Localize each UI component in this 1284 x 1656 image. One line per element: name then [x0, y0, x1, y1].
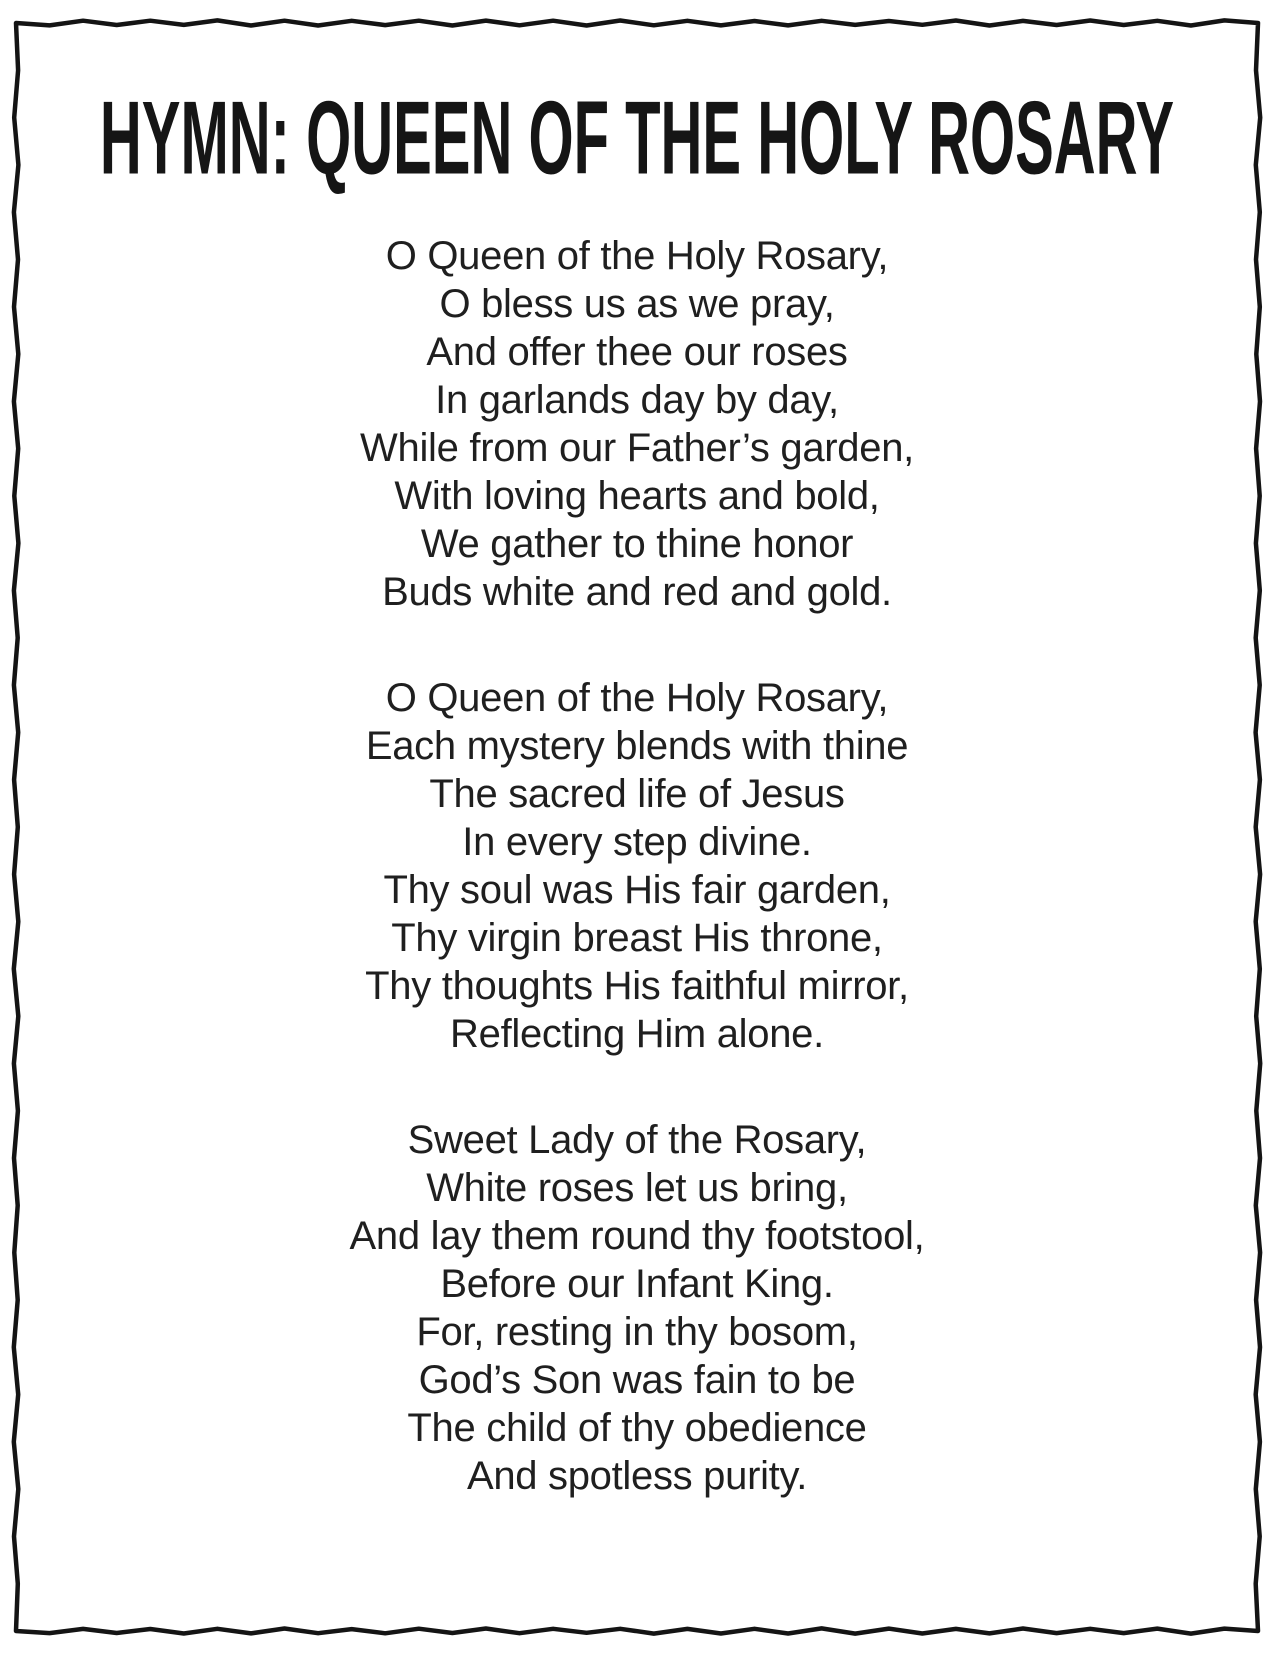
poem-line: The sacred life of Jesus: [429, 772, 845, 816]
poem-line: In every step divine.: [462, 820, 812, 864]
poem-line: Thy thoughts His faithful mirror,: [365, 964, 909, 1008]
poem-line: And offer thee our roses: [426, 330, 848, 374]
stanza-2: [16, 674, 1258, 1058]
poem-line: Sweet Lady of the Rosary,: [407, 1118, 867, 1162]
poem-line: Thy soul was His fair garden,: [383, 868, 891, 912]
poem-line: O Queen of the Holy Rosary,: [385, 234, 889, 278]
poem-line: With loving hearts and bold,: [394, 474, 880, 518]
stanza-3: [16, 1116, 1258, 1500]
poem-line: We gather to thine honor: [420, 522, 854, 566]
poem-line: O Queen of the Holy Rosary,: [385, 676, 889, 720]
stanza-1: [16, 232, 1258, 616]
poem-line: O bless us as we pray,: [439, 282, 835, 326]
poem-line: Buds white and red and gold.: [382, 570, 892, 614]
poem-line: And spotless purity.: [466, 1454, 808, 1498]
poem-line: In garlands day by day,: [435, 378, 839, 422]
poem-line: Thy virgin breast His throne,: [391, 916, 883, 960]
page-title: HYMN: QUEEN OF THE HOLY ROSARY: [99, 79, 1175, 197]
poem-line: While from our Father’s garden,: [360, 426, 914, 470]
poem-line: God’s Son was fain to be: [418, 1358, 856, 1402]
poem-line: White roses let us bring,: [426, 1166, 848, 1210]
hymn-text: [16, 232, 1258, 1500]
poem-line: For, resting in thy bosom,: [416, 1310, 858, 1354]
title-container: [16, 79, 1258, 197]
poem-line: Before our Infant King.: [440, 1262, 834, 1306]
poem-line: Each mystery blends with thine: [365, 724, 909, 768]
poem-line: The child of thy obedience: [407, 1406, 867, 1450]
poem-line: Reflecting Him alone.: [450, 1012, 824, 1056]
poem-line: And lay them round thy footstool,: [349, 1214, 925, 1258]
